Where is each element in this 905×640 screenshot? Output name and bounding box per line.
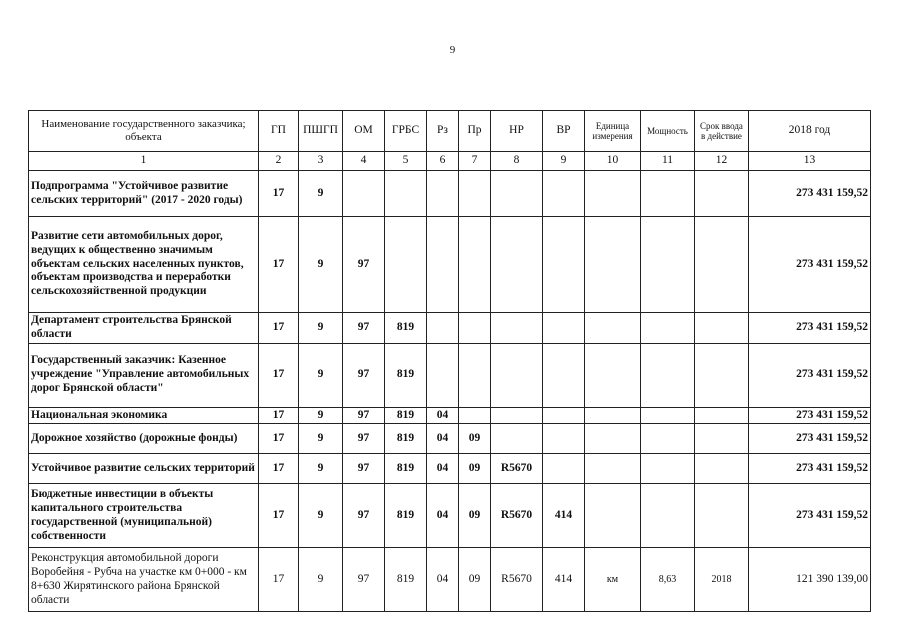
- cell-rz: 04: [427, 484, 459, 548]
- cell-nr: [491, 313, 543, 344]
- cell-grbs: [385, 217, 427, 313]
- cell-pshgp: 9: [299, 454, 343, 484]
- cell-grbs: 819: [385, 407, 427, 424]
- cell-name: Развитие сети автомобильных дорог, ведущих к общественно значимым объектам сельских населенных пунктов, объектам производства и переработки сельскохозяйственной продукции: [29, 217, 259, 313]
- cell-vr: [543, 217, 585, 313]
- cell-om: 97: [343, 484, 385, 548]
- cell-vr: 414: [543, 484, 585, 548]
- cell-unit: [585, 343, 641, 407]
- cell-amount: 273 431 159,52: [749, 171, 871, 217]
- cell-nr: R5670: [491, 484, 543, 548]
- column-number: 7: [459, 152, 491, 171]
- cell-pshgp: 9: [299, 343, 343, 407]
- cell-term: [695, 171, 749, 217]
- header-row: [29, 111, 871, 152]
- cell-name: Бюджетные инвестиции в объекты капитального строительства государственной (муниципальной) собственности: [29, 484, 259, 548]
- cell-unit: [585, 454, 641, 484]
- cell-amount: 273 431 159,52: [749, 343, 871, 407]
- cell-amount: 121 390 139,00: [749, 548, 871, 612]
- cell-grbs: 819: [385, 454, 427, 484]
- cell-gp: 17: [259, 343, 299, 407]
- cell-unit: [585, 171, 641, 217]
- table-row: [29, 313, 871, 344]
- cell-term: 2018: [695, 548, 749, 612]
- header-gp: ГП: [259, 111, 299, 152]
- cell-grbs: 819: [385, 484, 427, 548]
- cell-name: Реконструкция автомобильной дороги Воробейня - Рубча на участке км 0+000 - км 8+630 Жирятинского района Брянской области: [29, 548, 259, 612]
- cell-unit: [585, 217, 641, 313]
- header-vr: ВР: [543, 111, 585, 152]
- cell-power: [641, 171, 695, 217]
- cell-name: Подпрограмма "Устойчивое развитие сельских территорий" (2017 - 2020 годы): [29, 171, 259, 217]
- column-number: 11: [641, 152, 695, 171]
- cell-gp: 17: [259, 217, 299, 313]
- cell-vr: [543, 424, 585, 454]
- cell-power: 8,63: [641, 548, 695, 612]
- table-row: [29, 454, 871, 484]
- cell-vr: [543, 454, 585, 484]
- cell-pshgp: 9: [299, 424, 343, 454]
- cell-power: [641, 484, 695, 548]
- page-number: 9: [449, 44, 456, 56]
- cell-nr: R5670: [491, 454, 543, 484]
- cell-pr: 09: [459, 424, 491, 454]
- cell-power: [641, 313, 695, 344]
- cell-nr: [491, 171, 543, 217]
- cell-power: [641, 454, 695, 484]
- cell-pr: 09: [459, 454, 491, 484]
- cell-pr: [459, 407, 491, 424]
- header-pr: Пр: [459, 111, 491, 152]
- cell-gp: 17: [259, 454, 299, 484]
- header-year: 2018 год: [749, 111, 871, 152]
- cell-unit: [585, 313, 641, 344]
- cell-nr: [491, 407, 543, 424]
- cell-amount: 273 431 159,52: [749, 454, 871, 484]
- column-number: 2: [259, 152, 299, 171]
- cell-rz: 04: [427, 424, 459, 454]
- header-om: ОМ: [343, 111, 385, 152]
- column-number: 10: [585, 152, 641, 171]
- column-number: 4: [343, 152, 385, 171]
- cell-power: [641, 407, 695, 424]
- cell-om: 97: [343, 313, 385, 344]
- cell-amount: 273 431 159,52: [749, 217, 871, 313]
- cell-name: Государственный заказчик: Казенное учреждение "Управление автомобильных дорог Брянской области": [29, 343, 259, 407]
- cell-pshgp: 9: [299, 217, 343, 313]
- table-row: [29, 407, 871, 424]
- cell-gp: 17: [259, 313, 299, 344]
- cell-name: Устойчивое развитие сельских территорий: [29, 454, 259, 484]
- cell-nr: R5670: [491, 548, 543, 612]
- header-name: Наименование государственного заказчика; объекта: [29, 111, 259, 152]
- header-unit: Единица измерения: [585, 111, 641, 152]
- cell-om: 97: [343, 407, 385, 424]
- table-row: [29, 171, 871, 217]
- column-number-row: [29, 152, 871, 171]
- cell-pr: 09: [459, 484, 491, 548]
- cell-amount: 273 431 159,52: [749, 484, 871, 548]
- cell-grbs: 819: [385, 424, 427, 454]
- cell-gp: 17: [259, 407, 299, 424]
- header-power: Мощность: [641, 111, 695, 152]
- cell-term: [695, 454, 749, 484]
- cell-pshgp: 9: [299, 484, 343, 548]
- cell-unit: [585, 424, 641, 454]
- cell-grbs: 819: [385, 343, 427, 407]
- header-pshgp: ПШГП: [299, 111, 343, 152]
- cell-term: [695, 484, 749, 548]
- cell-term: [695, 407, 749, 424]
- cell-gp: 17: [259, 484, 299, 548]
- cell-power: [641, 424, 695, 454]
- cell-name: Дорожное хозяйство (дорожные фонды): [29, 424, 259, 454]
- table-row: [29, 484, 871, 548]
- cell-om: 97: [343, 217, 385, 313]
- cell-vr: [543, 407, 585, 424]
- cell-om: 97: [343, 454, 385, 484]
- table-row: [29, 343, 871, 407]
- cell-pshgp: 9: [299, 407, 343, 424]
- cell-rz: [427, 343, 459, 407]
- table-row: [29, 217, 871, 313]
- cell-vr: [543, 171, 585, 217]
- column-number: 1: [29, 152, 259, 171]
- cell-grbs: 819: [385, 548, 427, 612]
- header-rz: Рз: [427, 111, 459, 152]
- cell-rz: [427, 171, 459, 217]
- column-number: 13: [749, 152, 871, 171]
- cell-term: [695, 343, 749, 407]
- column-number: 9: [543, 152, 585, 171]
- header-nr: НР: [491, 111, 543, 152]
- column-number: 3: [299, 152, 343, 171]
- header-grbs: ГРБС: [385, 111, 427, 152]
- column-number: 6: [427, 152, 459, 171]
- cell-name: Департамент строительства Брянской области: [29, 313, 259, 344]
- cell-power: [641, 217, 695, 313]
- cell-power: [641, 343, 695, 407]
- cell-gp: 17: [259, 171, 299, 217]
- cell-gp: 17: [259, 548, 299, 612]
- cell-term: [695, 217, 749, 313]
- cell-amount: 273 431 159,52: [749, 424, 871, 454]
- cell-grbs: 819: [385, 313, 427, 344]
- cell-pr: [459, 171, 491, 217]
- column-number: 12: [695, 152, 749, 171]
- cell-amount: 273 431 159,52: [749, 313, 871, 344]
- cell-rz: 04: [427, 548, 459, 612]
- header-term: Срок ввода в действие: [695, 111, 749, 152]
- cell-vr: [543, 343, 585, 407]
- cell-vr: 414: [543, 548, 585, 612]
- cell-gp: 17: [259, 424, 299, 454]
- cell-rz: 04: [427, 407, 459, 424]
- cell-term: [695, 424, 749, 454]
- cell-pr: [459, 343, 491, 407]
- cell-om: [343, 171, 385, 217]
- budget-table: [28, 110, 871, 612]
- cell-pr: [459, 217, 491, 313]
- cell-rz: [427, 313, 459, 344]
- cell-unit: км: [585, 548, 641, 612]
- cell-name: Национальная экономика: [29, 407, 259, 424]
- cell-nr: [491, 424, 543, 454]
- cell-om: 97: [343, 424, 385, 454]
- cell-om: 97: [343, 548, 385, 612]
- cell-om: 97: [343, 343, 385, 407]
- cell-vr: [543, 313, 585, 344]
- column-number: 8: [491, 152, 543, 171]
- cell-rz: 04: [427, 454, 459, 484]
- cell-pshgp: 9: [299, 548, 343, 612]
- cell-pr: 09: [459, 548, 491, 612]
- cell-unit: [585, 484, 641, 548]
- table-row: [29, 424, 871, 454]
- cell-term: [695, 313, 749, 344]
- cell-amount: 273 431 159,52: [749, 407, 871, 424]
- table-row: [29, 548, 871, 612]
- cell-nr: [491, 217, 543, 313]
- cell-pshgp: 9: [299, 171, 343, 217]
- cell-grbs: [385, 171, 427, 217]
- cell-pshgp: 9: [299, 313, 343, 344]
- cell-unit: [585, 407, 641, 424]
- column-number: 5: [385, 152, 427, 171]
- cell-rz: [427, 217, 459, 313]
- cell-nr: [491, 343, 543, 407]
- cell-pr: [459, 313, 491, 344]
